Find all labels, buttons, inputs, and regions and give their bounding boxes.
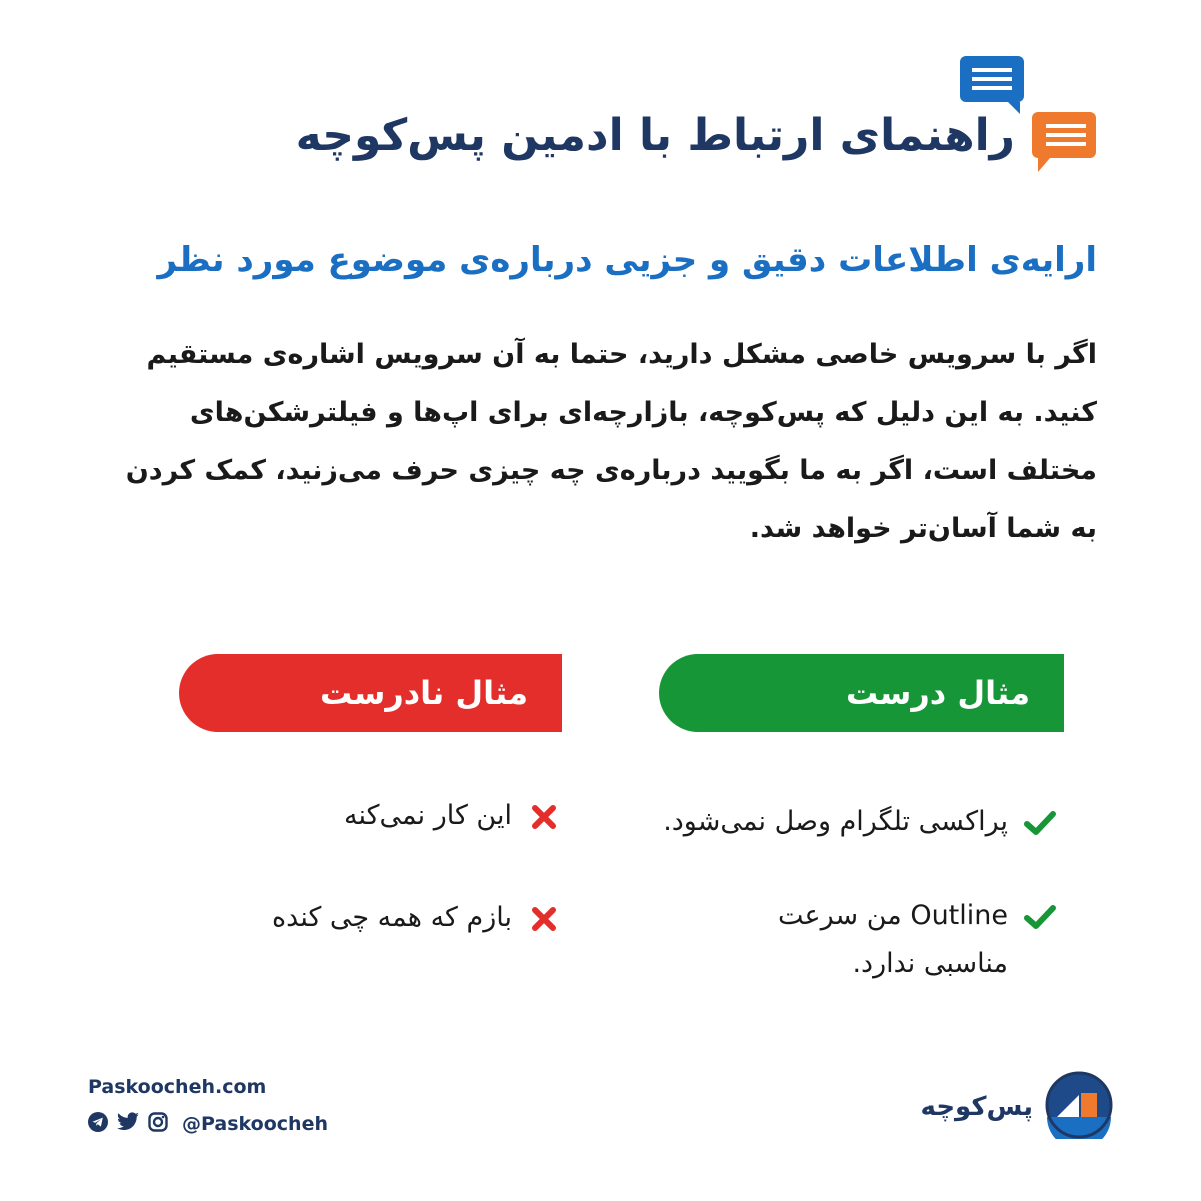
- incorrect-example-text: بازم که همه چی کنده: [272, 902, 512, 933]
- correct-example-item: [758, 892, 1060, 988]
- social-links: [88, 1110, 328, 1138]
- telegram-icon[interactable]: [88, 1112, 108, 1136]
- check-icon: [1020, 892, 1060, 940]
- incorrect-example-item: [344, 792, 564, 840]
- correct-example-text: Outline من سرعت مناسبی ندارد.: [777, 900, 1008, 979]
- website-link[interactable]: Paskoocheh.com: [88, 1076, 267, 1098]
- paskoocheh-logo-icon: [1045, 1071, 1113, 1143]
- check-icon: [1020, 798, 1060, 846]
- social-handle[interactable]: @Paskoocheh: [182, 1113, 328, 1135]
- correct-example-text: پراکسی تلگرام وصل نمی‌شود.: [663, 806, 1008, 837]
- incorrect-example-text: این کار نمی‌کنه: [344, 800, 512, 831]
- cross-icon: [524, 894, 564, 942]
- incorrect-example-label: مثال نادرست: [179, 654, 562, 732]
- brand-logo: [921, 1072, 1113, 1142]
- cross-icon: [524, 792, 564, 840]
- incorrect-example-item: [272, 894, 564, 942]
- page-title: راهنمای ارتباط با ادمین پس‌کوچه: [295, 110, 1015, 161]
- brand-name: پس‌کوچه: [920, 1092, 1033, 1122]
- correct-example-item: [663, 798, 1060, 846]
- twitter-icon[interactable]: [116, 1112, 140, 1136]
- correct-example-label: مثال درست: [659, 654, 1064, 732]
- description-paragraph: اگر با سرویس خاصی مشکل دارید، حتما به آن سرویس اشاره‌ی مستقیم کنید. به این دلیل که پس‌کوچه، بازارچه‌ای برای اپ‌ها و فیلترشکن‌های مختلف است، اگر به ما بگویید درباره‌ی چه چیزی حرف می‌زنید، کمک کردن به شما آسان‌تر خواهد شد.: [125, 339, 1097, 544]
- instagram-icon[interactable]: [148, 1112, 168, 1136]
- section-subtitle: ارایه‌ی اطلاعات دقیق و جزیی درباره‌ی موضوع مورد نظر: [157, 240, 1097, 280]
